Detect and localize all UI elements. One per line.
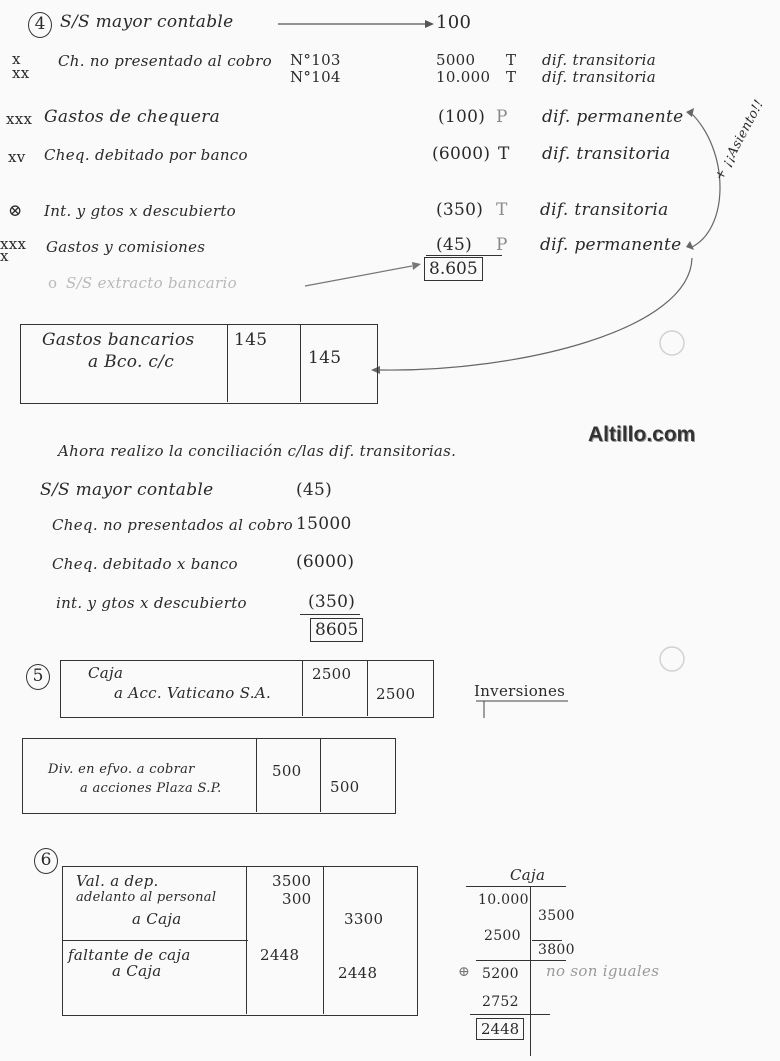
section-5-number: 5 — [26, 664, 50, 690]
s4-side-note: + ¡¡Asiento!! — [712, 97, 768, 184]
s6-entry1-debit1: 3500 — [272, 872, 312, 890]
s6-entry2-debit: 2448 — [260, 946, 300, 964]
s6-entry2-credit-label: a Caja — [112, 962, 162, 980]
s5-entry1-debit-label: Caja — [88, 664, 124, 682]
s5-entry1-credit: 2500 — [376, 685, 416, 703]
s6-taccount-sum-line — [476, 960, 566, 961]
s6-entry1-credit-label: a Caja — [132, 910, 182, 928]
s5-entry2-credit-label: a acciones Plaza S.P. — [80, 781, 222, 796]
s4-rec-value-4: (350) — [308, 592, 356, 612]
s6-taccount-diff: 2752 — [482, 994, 519, 1010]
s6-entry-row-sep — [62, 940, 248, 941]
s4-row1-dif: dif. transitoria dif. transitoria — [542, 51, 657, 86]
s6-taccount-debit-total: 5200 — [482, 966, 519, 982]
s6-entry1-line1: Val. a dep. — [76, 872, 159, 890]
s6-taccount-credit-1: 3500 — [538, 908, 575, 924]
s4-rec-value-3: (6000) — [296, 552, 355, 572]
s4-rec-value-1: (45) — [296, 480, 333, 500]
s6-taccount-note: no son iguales — [546, 962, 660, 980]
s4-row3-amount: (6000) — [432, 144, 491, 164]
s4-rec-label-1: S/S mayor contable — [40, 480, 214, 500]
s5-entry2-debit: 500 — [272, 762, 302, 780]
s4-rec-total: 8605 — [310, 618, 363, 642]
s6-taccount-result: 2448 — [476, 1018, 524, 1040]
s5-entry2-credit: 500 — [330, 778, 360, 796]
s6-taccount-debit-2: 2500 — [484, 928, 521, 944]
s4-rec-label-4: int. y gtos x descubierto — [56, 594, 247, 612]
s4-row2-desc: Gastos de chequera — [44, 107, 221, 127]
s4-row4-type: T — [496, 200, 508, 220]
s4-row4-dif: dif. transitoria — [540, 200, 669, 220]
s4-row4-desc: Int. y gtos x descubierto — [44, 202, 236, 220]
s4-row2-type: P — [496, 107, 508, 127]
s6-entry1-credit: 3300 — [344, 910, 384, 928]
s5-entry2-debit-label: Div. en efvo. a cobrar — [48, 762, 195, 777]
watermark-logo: Altillo.com — [588, 423, 696, 446]
s4-row1-desc: Ch. no presentado al cobro — [58, 52, 272, 70]
s4-row5-dif: dif. permanente — [540, 235, 682, 255]
s4-row1-ref: N°103 N°104 — [290, 51, 341, 86]
section-6-number: 6 — [34, 848, 58, 874]
s4-entry-credit-label: a Bco. c/c — [88, 352, 175, 372]
s4-rec-value-2: 15000 — [296, 514, 352, 534]
s4-row5-type: P — [496, 235, 508, 255]
s6-entry-divider-2 — [323, 866, 324, 1014]
s4-entry-credit: 145 — [308, 348, 342, 368]
s4-row1-amount: 5000 10.000 — [436, 51, 491, 86]
section-4-number: 4 — [28, 12, 52, 38]
s4-row4-amount: (350) — [436, 200, 484, 220]
s4-row1-type: T T — [506, 51, 517, 86]
s4-row5-desc: Gastos y comisiones — [46, 238, 206, 256]
s4-entry-debit-label: Gastos bancarios — [42, 330, 195, 350]
s4-extracto-value: 8.605 — [424, 257, 483, 281]
s6-taccount-top — [466, 886, 566, 887]
s4-row4-mark: ⊗ — [8, 201, 23, 221]
s4-row5-amount: (45) — [436, 235, 473, 255]
s4-title-value: 100 — [436, 12, 472, 33]
s4-row2-amount: (100) — [438, 107, 486, 127]
s6-entry2-credit: 2448 — [338, 964, 378, 982]
s6-entry2-debit-label: faltante de caja — [68, 946, 191, 964]
s6-taccount-debit-1: 10.000 — [478, 892, 529, 908]
s4-row3-mark: xv — [8, 148, 26, 166]
s4-extracto-label: S/S extracto bancario — [66, 274, 237, 292]
s6-taccount-result-line — [470, 1014, 550, 1015]
s5-entry1-credit-label: a Acc. Vaticano S.A. — [114, 684, 272, 702]
s4-rec-label-2: Cheq. no presentados al cobro — [52, 516, 294, 534]
s4-row2-dif: dif. permanente — [542, 107, 684, 127]
s6-taccount-stem — [530, 886, 531, 1056]
s6-entry1-line2: adelanto al personal — [76, 890, 217, 905]
s4-row2-mark: xxx — [6, 110, 33, 128]
s6-taccount-plus: ⊕ — [458, 964, 471, 980]
s4-reconciliation-intro: Ahora realizo la conciliación c/las dif. transitorias. — [58, 442, 457, 460]
s4-rec-label-3: Cheq. debitado x banco — [52, 555, 238, 573]
s4-row3-dif: dif. transitoria — [542, 144, 671, 164]
s4-title: S/S mayor contable — [60, 12, 234, 32]
s4-row1-mark: x xx — [12, 50, 30, 82]
s5-entry2-divider-1 — [256, 738, 257, 812]
s4-entry-debit: 145 — [234, 330, 268, 350]
s4-row3-desc: Cheq. debitado por banco — [44, 146, 248, 164]
s5-note: Inversiones — [474, 682, 566, 700]
s4-row5-mark: xxx x — [0, 235, 27, 265]
s4-row3-type: T — [498, 144, 510, 164]
s6-taccount-title: Caja — [510, 866, 546, 884]
s6-taccount-credit-2: 3800 — [538, 942, 575, 958]
s6-taccount-credit-sum-line — [532, 940, 562, 941]
s6-entry1-debit2: 300 — [282, 890, 312, 908]
s5-entry2-divider-2 — [320, 738, 321, 812]
s5-entry1-debit: 2500 — [312, 665, 352, 683]
s4-extracto-bullet: o — [48, 274, 58, 292]
